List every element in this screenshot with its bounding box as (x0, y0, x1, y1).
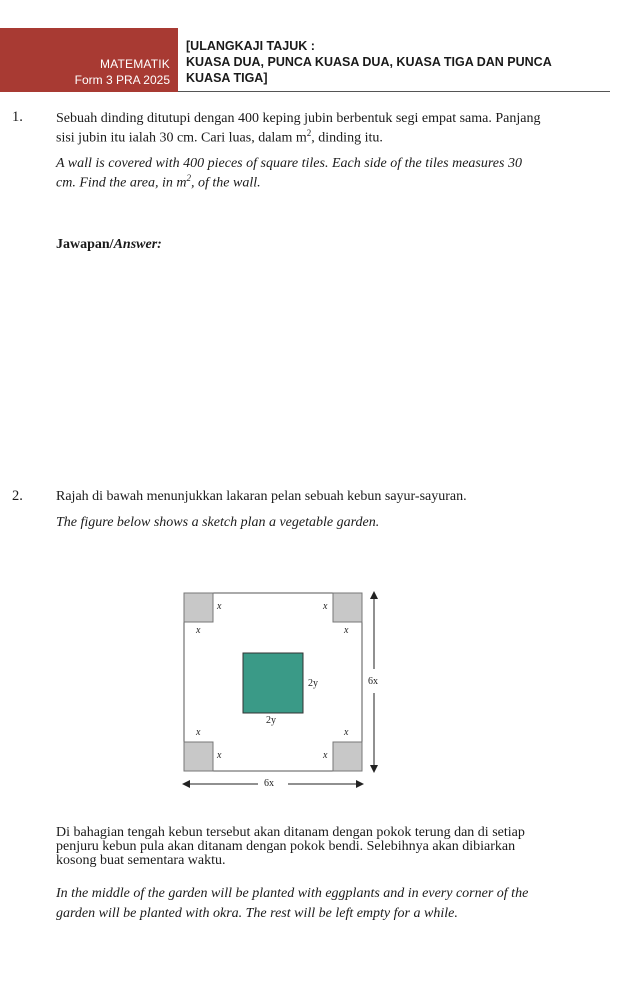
q2-malay-description (56, 826, 586, 868)
topic-line-2: KUASA DUA, PUNCA KUASA DUA, KUASA TIGA DAN PUNCA (186, 55, 552, 69)
garden-plan (170, 583, 400, 793)
label-x-tl-side: x (217, 601, 222, 612)
q1-malay-line-2: sisi jubin itu ialah 30 cm. Cari luas, dalam $m^2$, dinding itu. (56, 128, 383, 146)
label-x-br-side: x (323, 750, 328, 761)
q1-number: 1. (12, 109, 23, 125)
answer-label: Jawapan/Answer: (56, 237, 162, 252)
q1-english-line-1: A wall is covered with 400 pieces of square tiles. Each side of the tiles measures 30 (56, 156, 522, 171)
label-x-br-top: x (344, 727, 349, 738)
q2-english-desc-line-2: garden will be planted with okra. The rest will be left empty for a while. (56, 906, 458, 921)
q2-malay-desc-line-2: penjuru kebun pula akan ditanam dengan pokok bendi. Selebihnya akan dibiarkan (56, 839, 516, 854)
q2-english-intro: The figure below shows a sketch plan a vegetable garden. (56, 515, 380, 530)
q2-number: 2. (12, 488, 23, 504)
superscript-2: 2 (306, 128, 312, 138)
corner-bottom-left (184, 742, 213, 771)
q1-english-text (56, 156, 586, 191)
label-x-tr-bottom: x (344, 625, 349, 636)
label-2y-bottom: 2y (266, 715, 276, 726)
center-square (243, 653, 303, 713)
q2-malay-intro: Rajah di bawah menunjukkan lakaran pelan sebuah kebun sayur-sayuran. (56, 489, 467, 504)
label-x-tl-bottom: x (196, 625, 201, 636)
arrow-up (370, 591, 378, 599)
topic-title (186, 38, 606, 86)
q2-malay-desc-line-1: Di bahagian tengah kebun tersebut akan ditanam dengan pokok terung dan di setiap (56, 825, 525, 840)
subject-banner (0, 28, 178, 92)
corner-top-right (333, 593, 362, 622)
label-6x-height: 6x (368, 676, 378, 687)
label-x-bl-side: x (217, 750, 222, 761)
q2-english-desc-line-1: In the middle of the garden will be planted with eggplants and in every corner of the (56, 886, 529, 901)
arrow-left (182, 780, 190, 788)
q2-english-description (56, 884, 586, 924)
topic-line-3: KUASA TIGA] (186, 71, 268, 85)
corner-bottom-right (333, 742, 362, 771)
subject-label: MATEMATIK (99, 57, 170, 71)
corner-top-left (184, 593, 213, 622)
label-x-bl-top: x (196, 727, 201, 738)
q2-malay-desc-line-3: kosong buat sementara waktu. (56, 853, 226, 868)
header-divider (178, 91, 610, 92)
garden-figure (170, 583, 400, 793)
q1-english-line-2: cm. Find the area, in $m^2$, of the wall. (56, 173, 261, 191)
topic-line-1: [ULANGKAJI TAJUK : (186, 39, 315, 53)
q1-malay-text (56, 111, 586, 146)
arrow-down (370, 765, 378, 773)
page-header (0, 0, 621, 100)
form-label: Form 3 PRA 2025 (74, 73, 170, 87)
q1-malay-line-1: Sebuah dinding ditutupi dengan 400 keping jubin berbentuk segi empat sama. Panjang (56, 111, 541, 126)
label-x-tr-side: x (323, 601, 328, 612)
label-6x-width: 6x (264, 778, 274, 789)
superscript-2: 2 (186, 173, 192, 183)
label-2y-side: 2y (308, 678, 318, 689)
arrow-right (356, 780, 364, 788)
